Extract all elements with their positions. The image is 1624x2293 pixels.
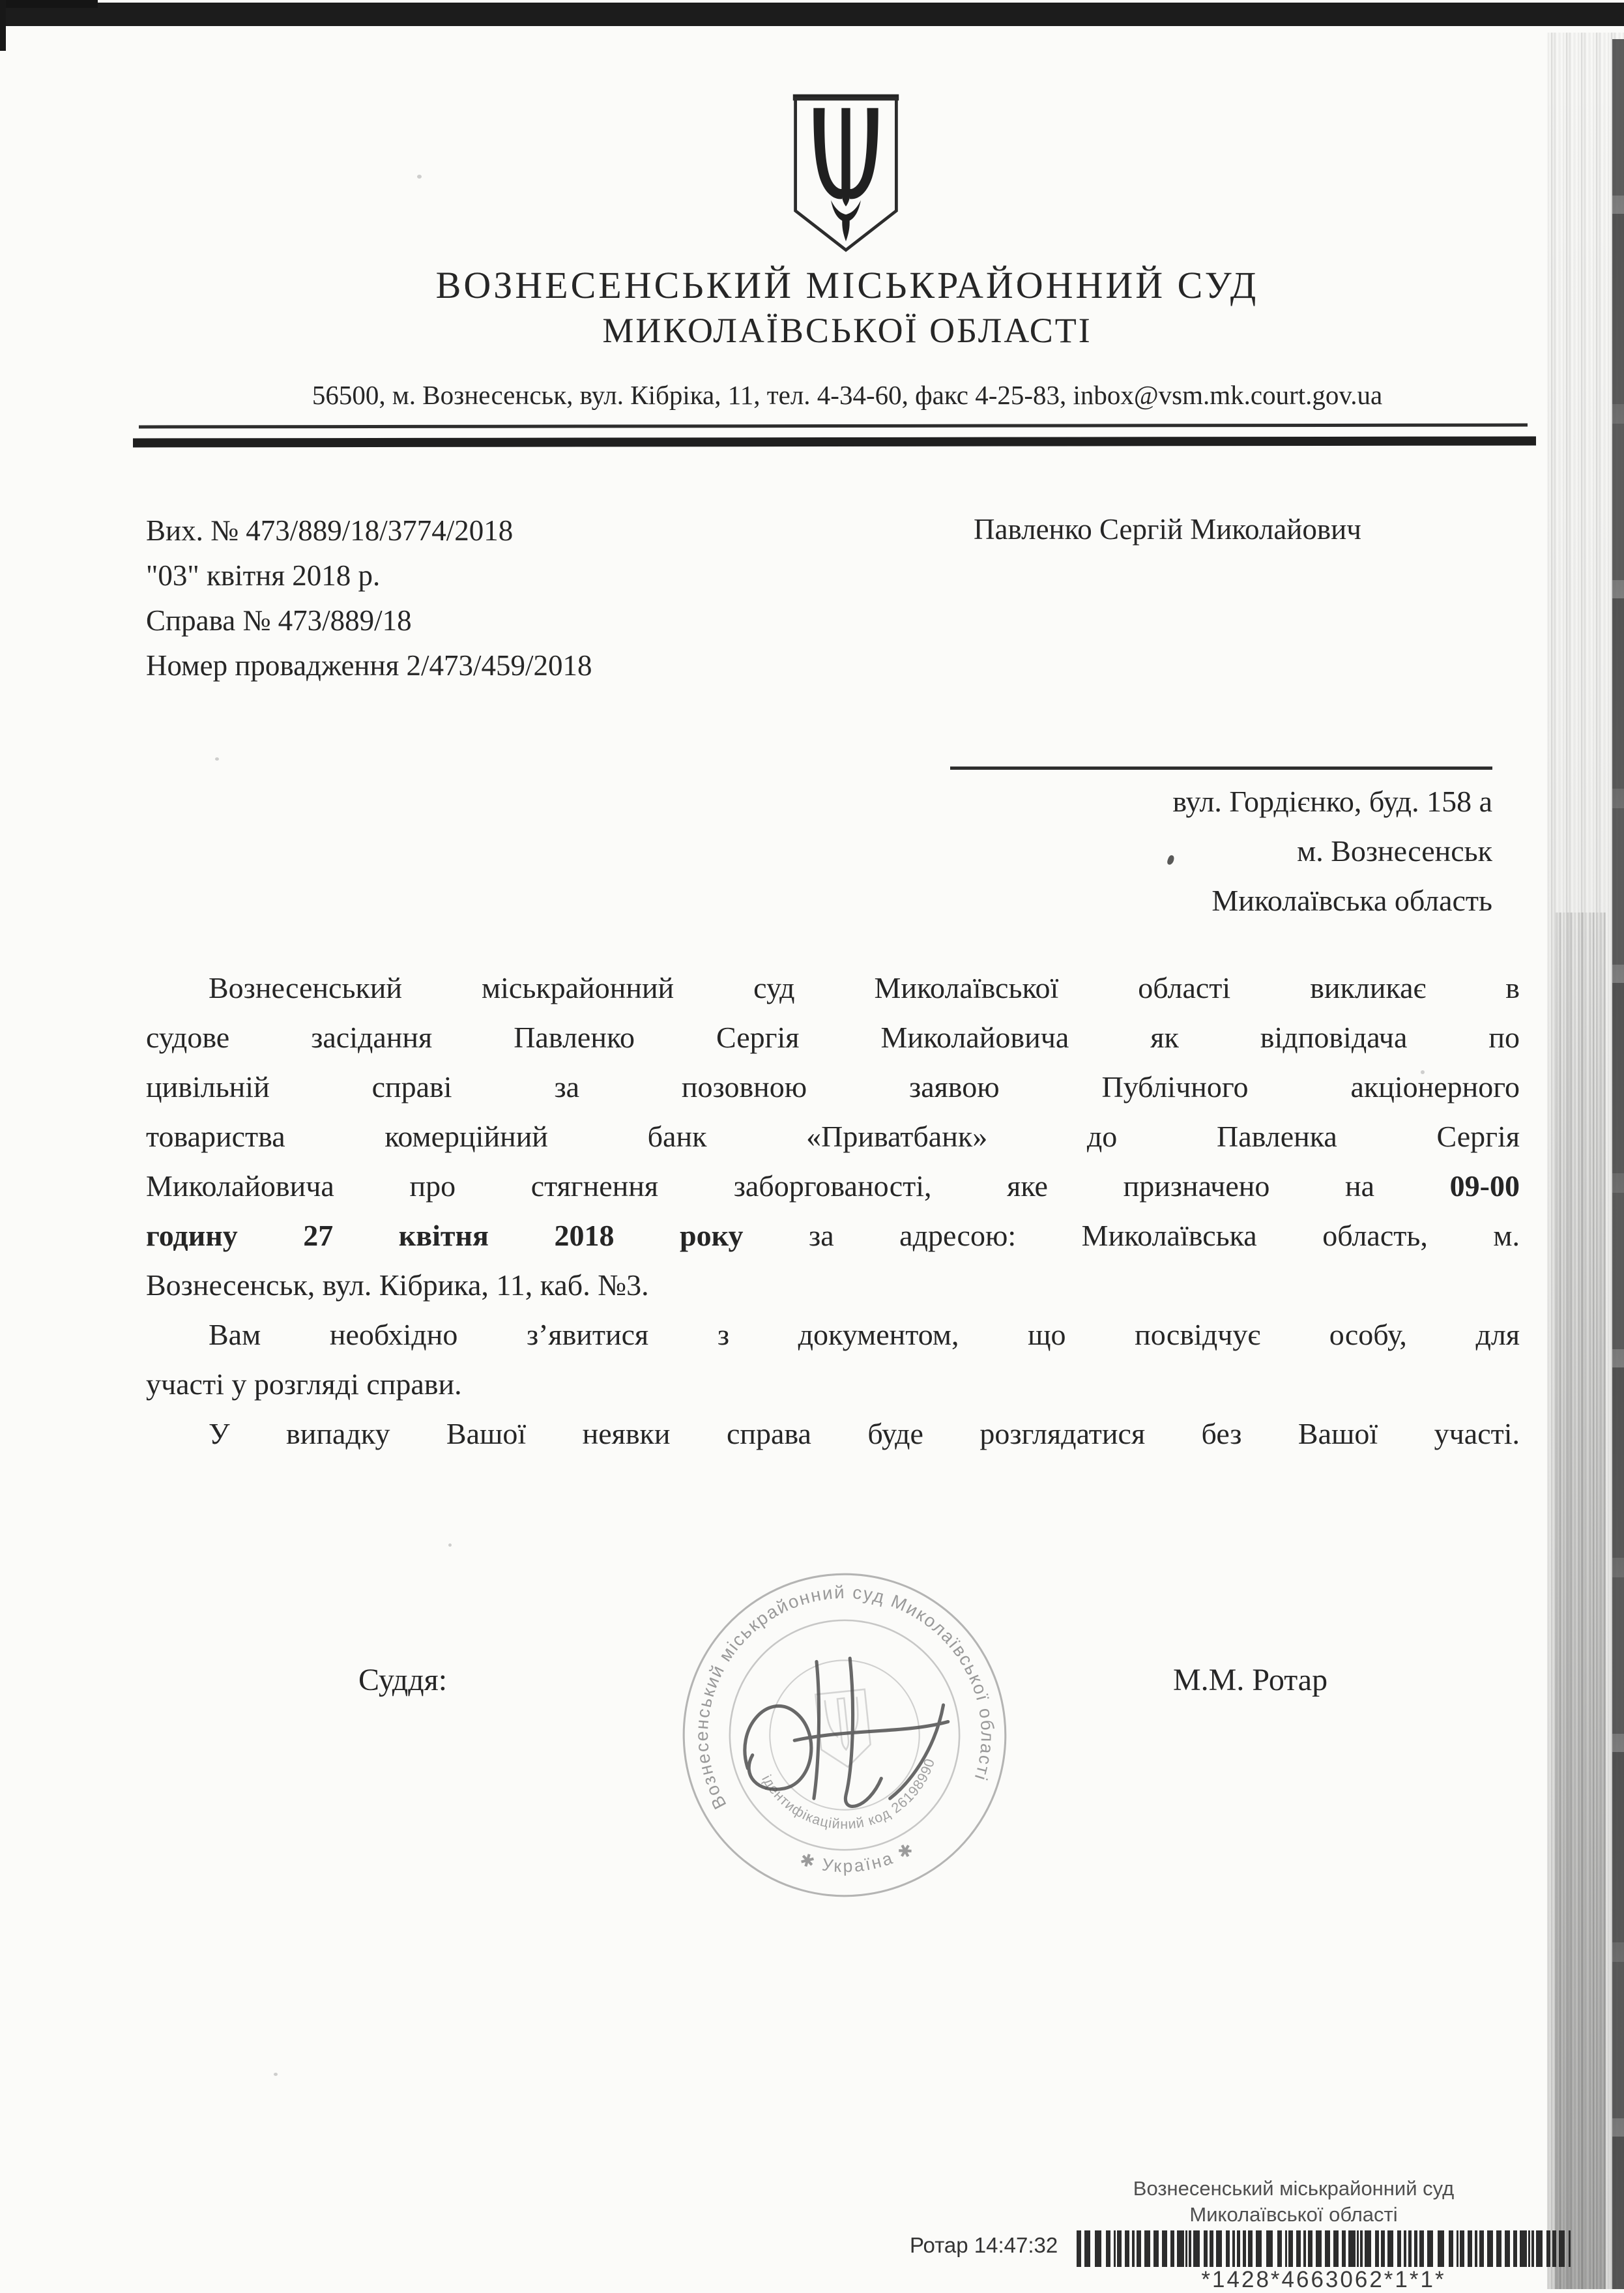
scan-top-black-bar — [0, 3, 1624, 26]
barcode-bar — [1308, 2230, 1312, 2267]
body-line: участі у розгляді справи. — [146, 1367, 462, 1401]
barcode-bar — [1569, 2230, 1571, 2267]
reference-block — [146, 508, 592, 688]
barcode-bar — [1387, 2230, 1393, 2267]
masthead-rule-thin — [139, 424, 1528, 429]
body-line: Вознесенськ, вул. Кібрика, 11, каб. №3. — [146, 1268, 649, 1302]
barcode-bar — [1316, 2230, 1322, 2267]
body-line: судове засідання Павленко Сергія Миколайовича як відповідача по — [146, 1021, 1520, 1054]
footer-court-line1: Вознесенський міськрайонний суд — [1133, 2177, 1455, 2200]
barcode-gap — [1273, 2230, 1277, 2267]
recipient-address — [1172, 777, 1492, 926]
proceeding-number: Номер провадження 2/473/459/2018 — [146, 649, 592, 682]
barcode-bar — [1496, 2230, 1501, 2267]
scan-right-streak-band-lower — [1555, 913, 1606, 2289]
barcode-gap — [1101, 2230, 1106, 2267]
barcode-bar — [1468, 2230, 1472, 2267]
footer-stamp-note: Ротар 14:47:32 — [910, 2233, 1058, 2257]
barcode-bar — [1193, 2230, 1200, 2267]
barcode-bar — [1520, 2230, 1527, 2267]
barcode-gap — [1433, 2230, 1438, 2267]
barcode-text: *1428*4663062*1*1* — [1201, 2267, 1446, 2292]
barcode-bar — [1256, 2230, 1262, 2267]
ukraine-trident-emblem-icon — [790, 90, 902, 258]
barcode-bar — [1460, 2230, 1464, 2267]
stamp-country-label: ✱ Україна ✱ — [797, 1838, 918, 1877]
court-address-line: 56500, м. Вознесенськ, вул. Кібріка, 11, тел. 4-34-60, факс 4-25-83, inbox@vsm.mk.court.gov.ua — [312, 380, 1383, 410]
barcode-bar — [1095, 2230, 1101, 2267]
body-line: годину 27 квітня 2018 року за адресою: Миколаївська область, м. — [146, 1219, 1520, 1252]
body-line: товариства комерційний банк «Приватбанк» до Павленка Сергія — [146, 1120, 1520, 1153]
summons-body-text — [146, 963, 1520, 1459]
barcode — [1077, 2230, 1571, 2267]
barcode-bar — [1479, 2230, 1484, 2267]
barcode-bar — [1106, 2230, 1110, 2267]
barcode-bar — [1348, 2230, 1356, 2267]
judge-name: М.М. Ротар — [1173, 1663, 1328, 1697]
barcode-bar — [1162, 2230, 1167, 2267]
body-line: цивільній справі за позовною заявою Публічного акціонерного — [146, 1070, 1520, 1103]
barcode-gap — [1090, 2230, 1095, 2267]
court-name-line1: ВОЗНЕСЕНСЬКИЙ МІСЬКРАЙОННИЙ СУД — [435, 264, 1259, 306]
barcode-bar — [1559, 2230, 1565, 2267]
recipient-name: Павленко Сергій Миколайович — [974, 513, 1361, 546]
recipient-address-line: м. Вознесенськ — [1297, 834, 1492, 868]
barcode-bar — [1084, 2230, 1090, 2267]
judge-label: Суддя: — [358, 1663, 448, 1697]
barcode-bar — [1125, 2230, 1129, 2267]
masthead-rule-thick — [133, 436, 1536, 447]
barcode-bar — [1438, 2230, 1444, 2267]
barcode-bar — [1137, 2230, 1141, 2267]
body-line: Вам необхідно з’явитися з документом, що посвідчує особу, для — [209, 1318, 1520, 1351]
court-name-line2: МИКОЛАЇВСЬКОЇ ОБЛАСТІ — [602, 311, 1092, 350]
barcode-bar — [1427, 2230, 1433, 2267]
scan-top-left-corner — [0, 0, 98, 8]
scan-speck — [274, 2073, 278, 2076]
stamp-code-label: ідентифікаційний код 26198990 — [759, 1756, 938, 1832]
barcode-bar — [1153, 2230, 1159, 2267]
barcode-bar — [1325, 2230, 1330, 2267]
body-line: Вознесенський міськрайонний суд Миколаївської області викликає в — [209, 971, 1520, 1004]
barcode-bar — [1266, 2230, 1273, 2267]
barcode-bar — [1296, 2230, 1301, 2267]
barcode-bar — [1365, 2230, 1371, 2267]
scan-speck — [215, 757, 219, 761]
barcode-gap — [1262, 2230, 1266, 2267]
barcode-bar — [1277, 2230, 1282, 2267]
case-number: Справа № 473/889/18 — [146, 604, 412, 637]
barcode-bar — [1144, 2230, 1150, 2267]
stamp-ring-label: Вознесенський міськрайонний суд Миколаївської області — [691, 1581, 998, 1813]
barcode-bar — [1419, 2230, 1424, 2267]
body-line: Миколайовича про стягнення заборгованості, яке призначено на 09-00 — [146, 1169, 1520, 1203]
barcode-bar — [1288, 2230, 1293, 2267]
barcode-bar — [1117, 2230, 1122, 2267]
outgoing-number: Вих. № 473/889/18/3774/2018 — [146, 514, 514, 547]
barcode-bar — [1487, 2230, 1493, 2267]
scan-speck — [448, 1543, 452, 1547]
scan-left-edge-strip — [0, 0, 6, 51]
barcode-bar — [1248, 2230, 1253, 2267]
scan-speck — [417, 175, 422, 179]
barcode-bar — [1216, 2230, 1222, 2267]
recipient-address-line: Миколаївська область — [1211, 884, 1492, 917]
court-seal-stamp — [678, 1568, 1011, 1902]
barcode-bar — [1449, 2230, 1453, 2267]
barcode-bar — [1505, 2230, 1510, 2267]
recipient-address-line: вул. Гордієнко, буд. 158 а — [1172, 785, 1492, 818]
barcode-bar — [1077, 2230, 1081, 2267]
recipient-address-underline — [950, 767, 1492, 770]
letter-date: "03" квітня 2018 р. — [146, 559, 381, 592]
scan-right-dark-edge — [1612, 39, 1624, 2289]
footer-court-line2: Миколаївської області — [1189, 2203, 1398, 2226]
barcode-gap — [1444, 2230, 1449, 2267]
barcode-bar — [1536, 2230, 1543, 2267]
barcode-bar — [1333, 2230, 1339, 2267]
stamp-trident-icon — [815, 1689, 872, 1770]
body-line: У випадку Вашої неявки справа буде розглядатися без Вашої участі. — [209, 1417, 1520, 1450]
barcode-bar — [1177, 2230, 1184, 2267]
